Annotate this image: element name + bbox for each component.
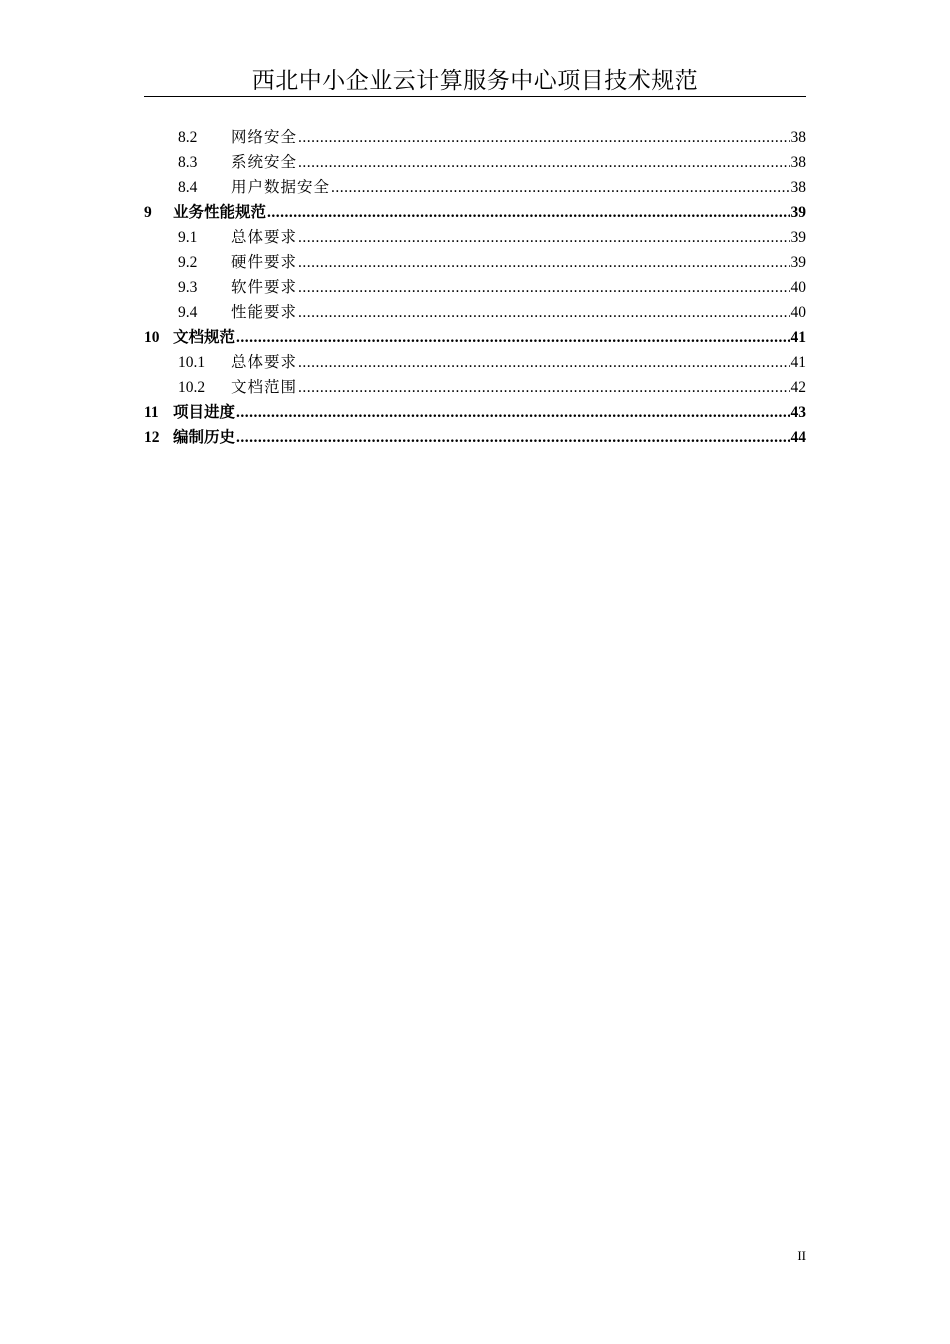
toc-entry-title: 文档范围 xyxy=(231,379,298,396)
toc-entry[interactable] xyxy=(144,400,806,425)
toc-entry-title: 系统安全 xyxy=(231,154,298,171)
toc-entry-title: 软件要求 xyxy=(231,279,298,296)
toc-entry-number: 8.3 xyxy=(178,154,198,171)
toc-entry[interactable] xyxy=(144,350,806,375)
toc-entry-page: 39 xyxy=(790,229,806,246)
toc-entry-page: 40 xyxy=(790,279,806,296)
toc-entry-page: 40 xyxy=(790,304,806,321)
toc-entry-page: 38 xyxy=(790,129,806,146)
toc-entry[interactable] xyxy=(144,425,806,450)
toc-entry-number: 10 xyxy=(144,329,160,346)
toc-entry-number: 8.2 xyxy=(178,129,198,146)
toc-dot-leader xyxy=(298,275,789,300)
toc-entry[interactable] xyxy=(144,375,806,400)
toc-entry-title: 性能要求 xyxy=(231,304,298,321)
footer-page-number: II xyxy=(797,1248,806,1263)
toc-entry[interactable] xyxy=(144,250,806,275)
toc-entry[interactable] xyxy=(144,200,806,225)
toc-entry-title: 业务性能规范 xyxy=(173,204,267,221)
toc-entry[interactable] xyxy=(144,225,806,250)
toc-entry-title: 硬件要求 xyxy=(231,254,298,271)
toc-entry-number: 8.4 xyxy=(178,179,198,196)
toc-dot-leader xyxy=(298,350,789,375)
toc-entry-page: 38 xyxy=(790,154,806,171)
toc-entry-page: 39 xyxy=(790,204,806,221)
toc-dot-leader xyxy=(298,225,789,250)
toc-entry[interactable] xyxy=(144,275,806,300)
toc-entry[interactable] xyxy=(144,300,806,325)
toc-entry-title: 用户数据安全 xyxy=(231,179,331,196)
toc-entry[interactable] xyxy=(144,325,806,350)
toc-dot-leader xyxy=(298,300,789,325)
toc-dot-leader xyxy=(331,175,789,200)
toc-entry-number: 9.3 xyxy=(178,279,198,296)
toc-entry-title: 文档规范 xyxy=(173,329,236,346)
toc-dot-leader xyxy=(298,250,789,275)
toc-entry-page: 44 xyxy=(790,429,806,446)
toc-entry[interactable] xyxy=(144,175,806,200)
toc-entry-title: 总体要求 xyxy=(231,229,298,246)
toc-dot-leader xyxy=(236,325,789,350)
toc-entry-title: 总体要求 xyxy=(231,354,298,371)
toc-entry-number: 11 xyxy=(144,404,159,421)
toc-entry-page: 41 xyxy=(790,354,806,371)
toc-entry-number: 9.4 xyxy=(178,304,198,321)
toc-entry-number: 10.1 xyxy=(178,354,206,371)
toc-entry-number: 10.2 xyxy=(178,379,206,396)
toc-dot-leader xyxy=(298,375,789,400)
toc-entry[interactable] xyxy=(144,125,806,150)
toc-entry-title: 项目进度 xyxy=(173,404,236,421)
table-of-contents xyxy=(144,125,806,450)
toc-entry-title: 网络安全 xyxy=(231,129,298,146)
toc-dot-leader xyxy=(236,425,789,450)
toc-entry-number: 9.2 xyxy=(178,254,198,271)
toc-dot-leader xyxy=(298,150,789,175)
page-header-title: 西北中小企业云计算服务中心项目技术规范 xyxy=(251,68,699,94)
toc-entry-number: 9.1 xyxy=(178,229,198,246)
toc-entry[interactable] xyxy=(144,150,806,175)
toc-entry-page: 41 xyxy=(790,329,806,346)
toc-entry-title: 编制历史 xyxy=(173,429,236,446)
header-rule xyxy=(144,96,806,97)
toc-dot-leader xyxy=(298,125,789,150)
toc-entry-number: 9 xyxy=(144,204,152,221)
toc-entry-page: 42 xyxy=(790,379,806,396)
toc-entry-number: 12 xyxy=(144,429,160,446)
toc-entry-page: 39 xyxy=(790,254,806,271)
toc-entry-page: 43 xyxy=(790,404,806,421)
toc-dot-leader xyxy=(236,400,789,425)
toc-entry-page: 38 xyxy=(790,179,806,196)
toc-dot-leader xyxy=(267,200,789,225)
